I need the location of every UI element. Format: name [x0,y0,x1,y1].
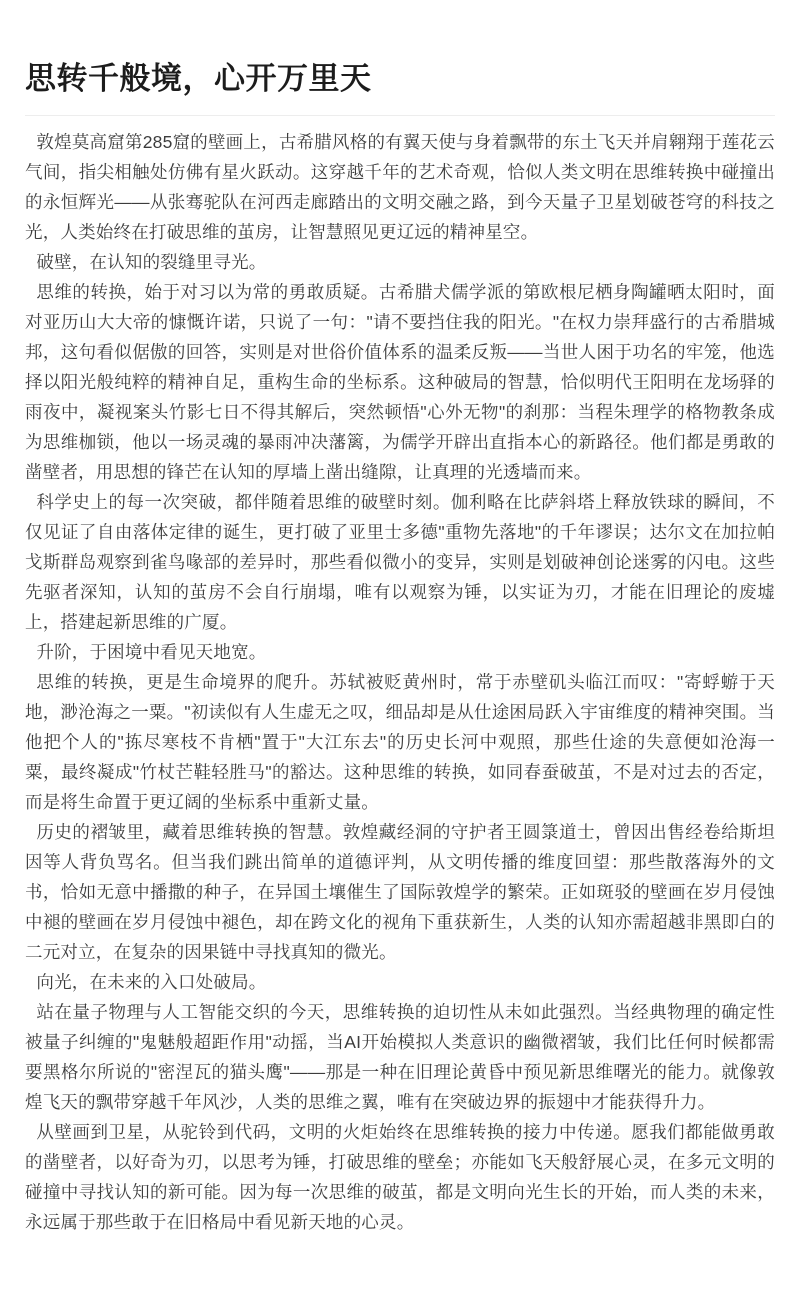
article-body [25,127,775,1237]
title-divider [25,115,775,116]
paragraph-body-3: 思维的转换，更是生命境界的爬升。苏轼被贬黄州时，常于赤壁矶头临江而叹："寄蜉蝣于天地，渺沧海之一粟。"初读似有人生虚无之叹，细品却是从仕途困局跃入宇宙维度的精神突围。当他把个人的"拣尽寒枝不肯栖"置于"大江东去"的历史长河中观照，那些仕途的失意便如沧海一粟，最终凝成"竹杖芒鞋轻胜马"的豁达。这种思维的转换，如同春蚕破茧，不是对过去的否定，而是将生命置于更辽阔的坐标系中重新丈量。 [25,672,775,812]
paragraph-intro: 敦煌莫高窟第285窟的壁画上，古希腊风格的有翼天使与身着飘带的东土飞天并肩翱翔于莲花云气间，指尖相触处仿佛有星火跃动。这穿越千年的艺术奇观，恰似人类文明在思维转换中碰撞出的永恒辉光——从张骞驼队在河西走廊踏出的文明交融之路，到今天量子卫星划破苍穹的科技之光，人类始终在打破思维的茧房，让智慧照见更辽远的精神星空。 [25,132,775,242]
paragraph-conclusion: 从壁画到卫星，从驼铃到代码，文明的火炬始终在思维转换的接力中传递。愿我们都能做勇敢的凿壁者，以好奇为刃，以思考为锤，打破思维的壁垒；亦能如飞天般舒展心灵，在多元文明的碰撞中寻找认知的新可能。因为每一次思维的破茧，都是文明向光生长的开始，而人类的未来，永远属于那些敢于在旧格局中看见新天地的心灵。 [25,1122,775,1232]
paragraph-subhead-3: 向光，在未来的入口处破局。 [36,972,267,992]
paragraph-subhead-2: 升阶，于困境中看见天地宽。 [36,642,267,662]
paragraph-subhead-1: 破壁，在认知的裂缝里寻光。 [36,252,267,272]
paragraph-body-2: 科学史上的每一次突破，都伴随着思维的破壁时刻。伽利略在比萨斜塔上释放铁球的瞬间，不仅见证了自由落体定律的诞生，更打破了亚里士多德"重物先落地"的千年谬误；达尔文在加拉帕戈斯群岛观察到雀鸟喙部的差异时，那些看似微小的变异，实则是划破神创论迷雾的闪电。这些先驱者深知，认知的茧房不会自行崩塌，唯有以观察为锤，以实证为刃，才能在旧理论的废墟上，搭建起新思维的广厦。 [25,492,775,632]
paragraph-body-4: 历史的褶皱里，藏着思维转换的智慧。敦煌藏经洞的守护者王圆箓道士，曾因出售经卷给斯坦因等人背负骂名。但当我们跳出简单的道德评判，从文明传播的维度回望：那些散落海外的文书，恰如无意中播撒的种子，在异国土壤催生了国际敦煌学的繁荣。正如斑驳的壁画在岁月侵蚀中褪的壁画在岁月侵蚀中褪色，却在跨文化的视角下重获新生，人类的认知亦需超越非黑即白的二元对立，在复杂的因果链中寻找真知的微光。 [25,822,775,962]
article-title: 思转千般境，心开万里天 [25,61,372,96]
paragraph-body-5: 站在量子物理与人工智能交织的今天，思维转换的迫切性从未如此强烈。当经典物理的确定性被量子纠缠的"鬼魅般超距作用"动摇，当AI开始模拟人类意识的幽微褶皱，我们比任何时候都需要黑格尔所说的"密涅瓦的猫头鹰"——那是一种在旧理论黄昏中预见新思维曙光的能力。就像敦煌飞天的飘带穿越千年风沙，人类的思维之翼，唯有在突破边界的振翅中才能获得升力。 [25,1002,775,1112]
paragraph-body-1: 思维的转换，始于对习以为常的勇敢质疑。古希腊犬儒学派的第欧根尼栖身陶罐晒太阳时，面对亚历山大大帝的慷慨许诺，只说了一句："请不要挡住我的阳光。"在权力崇拜盛行的古希腊城邦，这句看似倨傲的回答，实则是对世俗价值体系的温柔反叛——当世人困于功名的牢笼，他选择以阳光般纯粹的精神自足，重构生命的坐标系。这种破局的智慧，恰似明代王阳明在龙场驿的雨夜中，凝视案头竹影七日不得其解后，突然顿悟"心外无物"的刹那：当程朱理学的格物教条成为思维枷锁，他以一场灵魂的暴雨冲决藩篱，为儒学开辟出直指本心的新路径。他们都是勇敢的凿壁者，用思想的锋芒在认知的厚墙上凿出缝隙，让真理的光透墙而来。 [25,282,775,482]
